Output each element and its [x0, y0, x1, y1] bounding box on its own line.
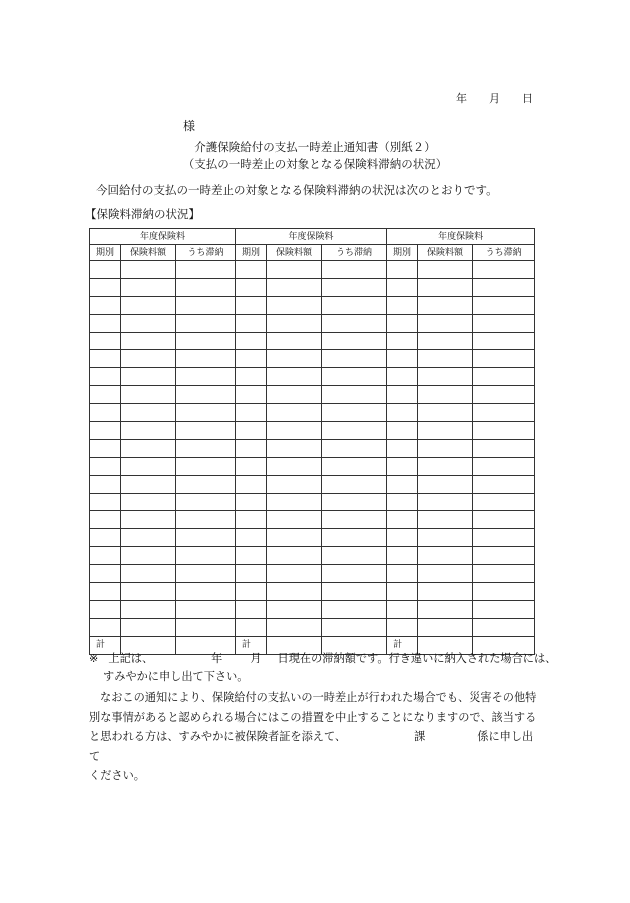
table-cell	[418, 386, 473, 404]
para-line-1: なおこの通知により、保険給付の支払いの一時差止が行われた場合でも、災害その他特	[100, 691, 537, 704]
table-row	[90, 332, 535, 350]
table-cell	[473, 547, 535, 565]
table-cell	[473, 404, 535, 422]
table-cell	[121, 493, 176, 511]
table-cell	[236, 368, 267, 386]
table-cell	[90, 511, 121, 529]
table-cell	[121, 600, 176, 618]
table-cell	[267, 565, 322, 583]
table-cell	[387, 332, 418, 350]
table-cell	[387, 475, 418, 493]
table-cell	[236, 422, 267, 440]
table-cell	[387, 296, 418, 314]
table-cell	[473, 475, 535, 493]
note-1-continued: すみやかに申し出て下さい。	[103, 670, 249, 683]
col-header-hokenryo: 保険料額	[267, 245, 322, 261]
table-cell	[121, 583, 176, 601]
table-cell	[267, 529, 322, 547]
table-cell	[322, 583, 387, 601]
table-cell	[236, 583, 267, 601]
table-cell	[267, 439, 322, 457]
table-cell	[176, 600, 236, 618]
table-cell	[236, 493, 267, 511]
table-cell	[121, 278, 176, 296]
table-cell	[322, 296, 387, 314]
total-label: 計	[236, 636, 267, 654]
total-label: 計	[387, 636, 418, 654]
table-cell	[90, 332, 121, 350]
table-cell	[473, 350, 535, 368]
table-cell	[387, 314, 418, 332]
closing-paragraph	[89, 688, 544, 786]
table-cell	[267, 261, 322, 279]
table-cell	[322, 386, 387, 404]
table-cell	[176, 314, 236, 332]
table-cell	[236, 439, 267, 457]
table-cell	[236, 475, 267, 493]
table-cell	[90, 296, 121, 314]
table-cell	[387, 529, 418, 547]
table-cell	[236, 529, 267, 547]
table-cell	[473, 386, 535, 404]
table-cell	[121, 296, 176, 314]
table-cell	[121, 475, 176, 493]
note-1-month: 月	[250, 652, 262, 665]
table-cell	[236, 261, 267, 279]
table-cell	[121, 386, 176, 404]
note-1-end: 日現在の滞納額です。行き違いに納入された場合には、	[277, 652, 557, 665]
table-cell	[267, 386, 322, 404]
table-cell	[387, 404, 418, 422]
table-cell	[418, 583, 473, 601]
table-cell	[121, 368, 176, 386]
table-cell	[387, 368, 418, 386]
table-cell	[322, 422, 387, 440]
table-cell	[90, 261, 121, 279]
table-cell	[90, 386, 121, 404]
table-cell	[176, 422, 236, 440]
date-line	[456, 90, 533, 106]
total-label: 計	[90, 636, 121, 654]
table-row	[90, 618, 535, 636]
table-cell	[387, 439, 418, 457]
table-cell	[322, 404, 387, 422]
table-cell	[387, 583, 418, 601]
note-1-start: 上記は、	[108, 652, 154, 665]
table-cell	[418, 350, 473, 368]
table-group-header-row	[90, 229, 535, 245]
table-cell	[90, 278, 121, 296]
table-cell	[322, 261, 387, 279]
date-month: 月	[489, 92, 500, 105]
table-cell	[322, 439, 387, 457]
table-cell	[176, 618, 236, 636]
table-cell	[387, 493, 418, 511]
table-row	[90, 296, 535, 314]
table-cell	[267, 404, 322, 422]
table-cell	[90, 404, 121, 422]
section-heading: 【保険料滞納の状況】	[85, 207, 200, 221]
table-cell	[387, 386, 418, 404]
table-cell	[176, 296, 236, 314]
table-row	[90, 583, 535, 601]
table-cell	[90, 529, 121, 547]
table-cell	[90, 422, 121, 440]
table-row	[90, 404, 535, 422]
table-cell	[267, 583, 322, 601]
table-cell	[121, 350, 176, 368]
table-cell	[176, 332, 236, 350]
table-cell	[473, 583, 535, 601]
table-cell	[176, 350, 236, 368]
table-cell	[176, 278, 236, 296]
table-cell	[418, 422, 473, 440]
table-cell	[267, 475, 322, 493]
table-cell	[176, 565, 236, 583]
table-cell	[322, 529, 387, 547]
table-cell	[322, 618, 387, 636]
table-cell	[121, 618, 176, 636]
col-header-kibetsu: 期別	[236, 245, 267, 261]
title-main: 介護保険給付の支払一時差止通知書（別紙２）	[194, 140, 436, 154]
table-cell	[418, 314, 473, 332]
table-cell	[176, 368, 236, 386]
intro-text: 今回給付の支払の一時差止の対象となる保険料滞納の状況は次のとおりです。	[96, 183, 498, 197]
table-cell	[121, 404, 176, 422]
table-cell	[267, 618, 322, 636]
group-header: 年度保険料	[387, 229, 535, 245]
table-row	[90, 600, 535, 618]
table-cell	[236, 457, 267, 475]
table-cell	[473, 493, 535, 511]
table-cell	[473, 422, 535, 440]
table-cell	[267, 493, 322, 511]
table-cell	[121, 314, 176, 332]
table-cell	[121, 261, 176, 279]
table-cell	[387, 261, 418, 279]
table-cell	[418, 404, 473, 422]
col-header-taino: うち滞納	[473, 245, 535, 261]
para-line-2: 別な事情があると認められる場合にはこの措置を中止することになりますので、該当する	[89, 710, 537, 724]
table-cell	[236, 511, 267, 529]
table-row	[90, 368, 535, 386]
group-header: 年度保険料	[236, 229, 387, 245]
table-cell	[90, 493, 121, 511]
table-row	[90, 457, 535, 475]
table-cell	[473, 368, 535, 386]
table-cell	[121, 529, 176, 547]
table-cell	[267, 314, 322, 332]
table-cell	[236, 296, 267, 314]
table-cell	[236, 547, 267, 565]
table-cell	[267, 368, 322, 386]
table-cell	[387, 618, 418, 636]
table-cell	[322, 457, 387, 475]
table-cell	[267, 350, 322, 368]
table-cell	[418, 278, 473, 296]
table-cell	[236, 600, 267, 618]
table-cell	[387, 565, 418, 583]
table-cell	[236, 278, 267, 296]
table-cell	[473, 565, 535, 583]
table-row	[90, 565, 535, 583]
table-cell	[418, 618, 473, 636]
document-title	[0, 139, 630, 173]
table-cell	[322, 547, 387, 565]
table-cell	[90, 618, 121, 636]
table-row	[90, 386, 535, 404]
table-cell	[418, 332, 473, 350]
table-cell	[418, 565, 473, 583]
table-cell	[176, 475, 236, 493]
table-cell	[176, 583, 236, 601]
col-header-hokenryo: 保険料額	[418, 245, 473, 261]
table-row	[90, 529, 535, 547]
col-header-taino: うち滞納	[176, 245, 236, 261]
table-cell	[90, 565, 121, 583]
col-header-kibetsu: 期別	[387, 245, 418, 261]
table-cell	[473, 332, 535, 350]
table-cell	[90, 600, 121, 618]
table-cell	[90, 439, 121, 457]
table-cell	[322, 493, 387, 511]
table-cell	[473, 439, 535, 457]
table-cell	[176, 457, 236, 475]
table-cell	[121, 439, 176, 457]
table-cell	[322, 368, 387, 386]
table-cell	[267, 422, 322, 440]
table-cell	[90, 457, 121, 475]
table-cell	[267, 296, 322, 314]
table-cell	[90, 547, 121, 565]
table-cell	[121, 565, 176, 583]
col-header-taino: うち滞納	[322, 245, 387, 261]
table-cell	[176, 529, 236, 547]
table-row	[90, 511, 535, 529]
table-cell	[473, 296, 535, 314]
table-cell	[387, 547, 418, 565]
table-cell	[121, 457, 176, 475]
col-header-kibetsu: 期別	[90, 245, 121, 261]
table-cell	[236, 314, 267, 332]
table-cell	[387, 511, 418, 529]
arrears-table	[89, 228, 535, 655]
table-row	[90, 475, 535, 493]
table-cell	[90, 368, 121, 386]
table-cell	[322, 475, 387, 493]
table-cell	[236, 332, 267, 350]
table-cell	[322, 511, 387, 529]
table-cell	[176, 439, 236, 457]
table-cell	[418, 529, 473, 547]
table-cell	[121, 547, 176, 565]
table-cell	[473, 457, 535, 475]
col-header-hokenryo: 保険料額	[121, 245, 176, 261]
para-line-4: ください。	[89, 769, 145, 782]
title-sub: （支払の一時差止の対象となる保険料滞納の状況）	[182, 157, 448, 171]
table-cell	[418, 600, 473, 618]
table-cell	[322, 314, 387, 332]
table-row	[90, 422, 535, 440]
table-cell	[322, 565, 387, 583]
table-cell	[236, 386, 267, 404]
table-cell	[267, 332, 322, 350]
table-cell	[176, 511, 236, 529]
table-cell	[121, 422, 176, 440]
table-cell	[473, 600, 535, 618]
note-1-year: 年	[211, 652, 223, 665]
table-cell	[473, 261, 535, 279]
table-cell	[418, 547, 473, 565]
table-cell	[387, 457, 418, 475]
table-cell	[267, 457, 322, 475]
group-header: 年度保険料	[90, 229, 236, 245]
table-cell	[90, 314, 121, 332]
table-row	[90, 439, 535, 457]
table-cell	[267, 511, 322, 529]
table-cell	[418, 439, 473, 457]
table-cell	[473, 278, 535, 296]
table-cell	[322, 332, 387, 350]
table-cell	[236, 618, 267, 636]
table-cell	[121, 332, 176, 350]
addressee-suffix: 様	[183, 119, 196, 133]
table-cell	[418, 457, 473, 475]
table-cell	[176, 261, 236, 279]
table-cell	[418, 493, 473, 511]
table-cell	[418, 475, 473, 493]
table-row	[90, 547, 535, 565]
note-mark: ※	[89, 652, 99, 665]
table-cell	[418, 368, 473, 386]
table-cell	[473, 511, 535, 529]
table-cell	[322, 600, 387, 618]
table-row	[90, 350, 535, 368]
note-1	[89, 649, 556, 668]
table-row	[90, 493, 535, 511]
table-cell	[267, 278, 322, 296]
table-cell	[387, 422, 418, 440]
table-cell	[236, 404, 267, 422]
table-row	[90, 314, 535, 332]
table-cell	[236, 565, 267, 583]
table-cell	[90, 475, 121, 493]
table-cell	[322, 350, 387, 368]
table-cell	[473, 314, 535, 332]
table-cell	[387, 600, 418, 618]
table-cell	[176, 547, 236, 565]
table-cell	[236, 350, 267, 368]
table-cell	[322, 278, 387, 296]
table-cell	[176, 493, 236, 511]
table-cell	[267, 600, 322, 618]
date-year: 年	[456, 92, 467, 105]
table-cell	[90, 350, 121, 368]
table-cell	[418, 296, 473, 314]
table-column-header-row	[90, 245, 535, 261]
table-cell	[418, 261, 473, 279]
table-cell	[176, 404, 236, 422]
table-cell	[387, 350, 418, 368]
table-cell	[418, 511, 473, 529]
table-cell	[473, 618, 535, 636]
table-cell	[176, 386, 236, 404]
table-cell	[90, 583, 121, 601]
table-row	[90, 261, 535, 279]
table-cell	[121, 511, 176, 529]
table-cell	[387, 278, 418, 296]
date-day: 日	[522, 92, 533, 105]
para-line-3: と思われる方は、すみやかに被保険者証を添えて、 課 係に申し出て	[89, 730, 534, 763]
table-cell	[267, 547, 322, 565]
table-cell	[473, 529, 535, 547]
table-row	[90, 278, 535, 296]
